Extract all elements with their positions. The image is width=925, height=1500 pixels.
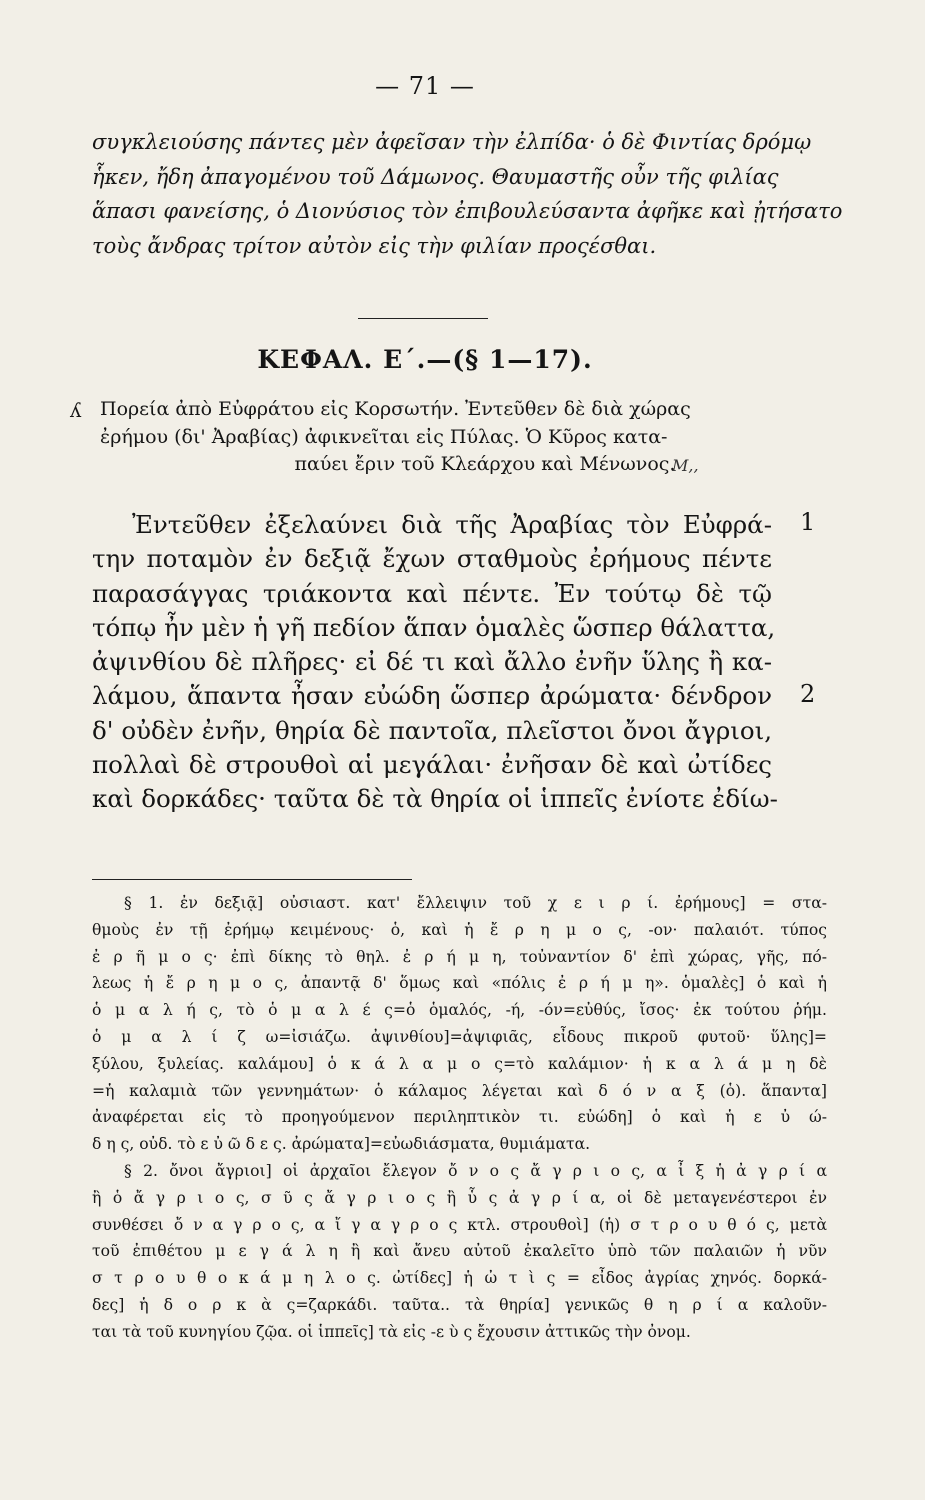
note-line: λεως ἡ ἔ ρ η μ ο ς, ἀπαντᾷ δ' ὅμως καὶ «πόλις ἐ ρ ή μ η». ὁμαλὲς] ὁ καὶ ἡ bbox=[92, 974, 827, 993]
summary-line: παύει ἔριν τοῦ Κλεάρχου καὶ Μένωνος. bbox=[294, 453, 676, 475]
note-line: ἀναφέρεται εἰς τὸ προηγούμενον περιληπτικὸν τι. εὐώδη] ὁ καὶ ἡ ε ὐ ώ- bbox=[92, 1108, 827, 1127]
note-line: § 2. ὄνοι ἄγριοι] οἱ ἀρχαῖοι ἔλεγον ὄ ν ο ς ἄ γ ρ ι ο ς, α ἶ ξ ἡ ἀ γ ρ ί α bbox=[124, 1161, 827, 1180]
margin-mark: ʎ bbox=[70, 398, 82, 422]
note-line: δ η ς, οὐδ. τὸ ε ὐ ῶ δ ε ς. ἀρώματα]=εὐωδιάσματα, θυμιάματα. bbox=[92, 1135, 591, 1154]
note-line: συνθέσει ὄ ν α γ ρ ο ς, α ἴ γ α γ ρ ο ς κτλ. στρουθοὶ] (ἡ) σ τ ρ ο υ θ ό ς, μετὰ bbox=[92, 1215, 827, 1234]
text-line: συγκλειούσης πάντες μὲν ἀφεῖσαν τὴν ἐλπίδα· ὁ δὲ Φιντίας δρόμῳ bbox=[92, 130, 812, 154]
handwritten-margin-note: Μ,, bbox=[672, 456, 699, 475]
note-line: § 1. ἐν δεξιᾷ] οὐσιαστ. κατ' ἔλλειψιν τοῦ χ ε ι ρ ί. ἐρήμους] = στα- bbox=[124, 894, 827, 912]
note-line: ὁ μ α λ ή ς, τὸ ὁ μ α λ έ ς=ὁ ὁμαλός, -ή, -όν=εὐθύς, ἴσος· ἐκ τούτου ῥήμ. bbox=[92, 1001, 827, 1020]
note-line: ται τὰ τοῦ κυνηγίου ζῷα. οἱ ἱππεῖς] τὰ εἰς -ε ὺ ς ἔχουσιν ἀττικῶς τὴν ὀνομ. bbox=[92, 1322, 691, 1341]
note-line: θμοὺς ἐν τῇ ἐρήμῳ κειμένους· ὁ, καὶ ἡ ἔ ρ η μ ο ς, -ον· παλαιότ. τύπος bbox=[92, 920, 827, 939]
note-line: ὁ μ α λ ί ζ ω=ἰσιάζω. ἀψινθίου]=ἀψιφιᾶς, εἶδους πικροῦ φυτοῦ· ὕλης]= bbox=[92, 1027, 827, 1046]
note-line: ξύλου, ξυλείας. καλάμου] ὁ κ ά λ α μ ο ς=τὸ καλάμιον· ἡ κ α λ ά μ η δὲ bbox=[92, 1054, 827, 1073]
text-line: Ἐντεῦθεν ἐξελαύνει διὰ τῆς Ἀραβίας τὸν Εὐφρά- bbox=[132, 510, 772, 539]
text-line: καὶ δορκάδες· ταῦτα δὲ τὰ θηρία οἱ ἱππεῖς ἐνίοτε ἐδίω- bbox=[92, 784, 778, 814]
divider bbox=[358, 318, 488, 319]
text-line: ἀψινθίου δὲ πλῆρες· εἰ δέ τι καὶ ἄλλο ἐνῆν ὕλης ἢ κα- bbox=[92, 647, 772, 677]
note-line: δες] ἡ δ ο ρ κ ὰ ς=ζαρκάδι. ταῦτα.. τὰ θηρία] γενικῶς θ η ρ ί α καλοῦν- bbox=[92, 1295, 827, 1314]
chapter-heading: ΚΕΦΑΛ. Ε΄.—(§ 1—17). bbox=[257, 345, 593, 374]
note-line: σ τ ρ ο υ θ ο κ ά μ η λ ο ς. ὠτίδες] ἡ ὠ τ ὶ ς = εἶδος ἀγρίας χηνός. δορκά- bbox=[92, 1269, 827, 1288]
summary-line: Πορεία ἀπὸ Εὐφράτου εἰς Κορσωτήν. Ἐντεῦθεν δὲ διὰ χώρας bbox=[100, 398, 691, 420]
text-line: δ' οὐδὲν ἐνῆν, θηρία δὲ παντοῖα, πλεῖστοι ὄνοι ἄγριοι, bbox=[92, 715, 772, 745]
section-number: 2 bbox=[800, 680, 816, 708]
text-line: ἅπασι φανείσης, ὁ Διονύσιος τὸν ἐπιβουλεύσαντα ἀφῆκε καὶ ᾐτήσατο bbox=[92, 199, 843, 223]
main-text bbox=[92, 508, 778, 817]
note-line: ἐ ρ ῆ μ ο ς· ἐπὶ δίκης τὸ θηλ. ἐ ρ ή μ η, τοὐναντίον δ' ἐπὶ χώρας, γῆς, πό- bbox=[92, 947, 827, 966]
top-paragraph bbox=[92, 125, 843, 263]
text-line: τόπῳ ἦν μὲν ἡ γῆ πεδίον ἅπαν ὁμαλὲς ὥσπερ θάλαττα, bbox=[92, 612, 776, 642]
text-line: την ποταμὸν ἐν δεξιᾷ ἔχων σταθμοὺς ἐρήμους πέντε bbox=[92, 544, 772, 574]
text-line: ἧκεν, ἤδη ἀπαγομένου τοῦ Δάμωνος. Θαυμαστῆς οὖν τῆς φιλίας bbox=[92, 164, 779, 189]
text-line: τοὺς ἄνδρας τρίτον αὐτὸν εἰς τὴν φιλίαν προςέσθαι. bbox=[92, 233, 657, 258]
summary-line: ἐρήμου (δι' Ἀραβίας) ἀφικνεῖται εἰς Πύλας. Ὁ Κῦρος κατα- bbox=[100, 425, 668, 448]
text-line: λάμου, ἅπαντα ἦσαν εὐώδη ὥσπερ ἀρώματα· δένδρον bbox=[92, 681, 772, 711]
text-line: πολλαὶ δὲ στρουθοὶ αἱ μεγάλαι· ἐνῆσαν δὲ καὶ ὠτίδες bbox=[92, 750, 772, 780]
note-line: τοῦ ἐπιθέτου μ ε γ ά λ η ἢ καὶ ἄνευ αὐτοῦ ἐκαλεῖτο ὑπὸ τῶν παλαιῶν ἡ νῦν bbox=[92, 1242, 827, 1261]
note-line: =ἡ καλαμιὰ τῶν γεννημάτων· ὁ κάλαμος λέγεται καὶ δ ό ν α ξ (ὁ). ἅπαντα] bbox=[92, 1081, 827, 1100]
footnotes bbox=[92, 890, 827, 1346]
footnote-divider bbox=[92, 879, 412, 880]
page-number: — 71 — bbox=[375, 72, 475, 100]
text-line: παρασάγγας τριάκοντα καὶ πέντε. Ἐν τούτῳ δὲ τῷ bbox=[92, 578, 772, 608]
section-number: 1 bbox=[800, 508, 816, 536]
note-line: ἢ ὁ ἄ γ ρ ι ο ς, σ ῦ ς ἄ γ ρ ι ο ς ἢ ὗ ς ἀ γ ρ ί α, οἱ δὲ μεταγενέστεροι ἐν bbox=[92, 1188, 827, 1207]
